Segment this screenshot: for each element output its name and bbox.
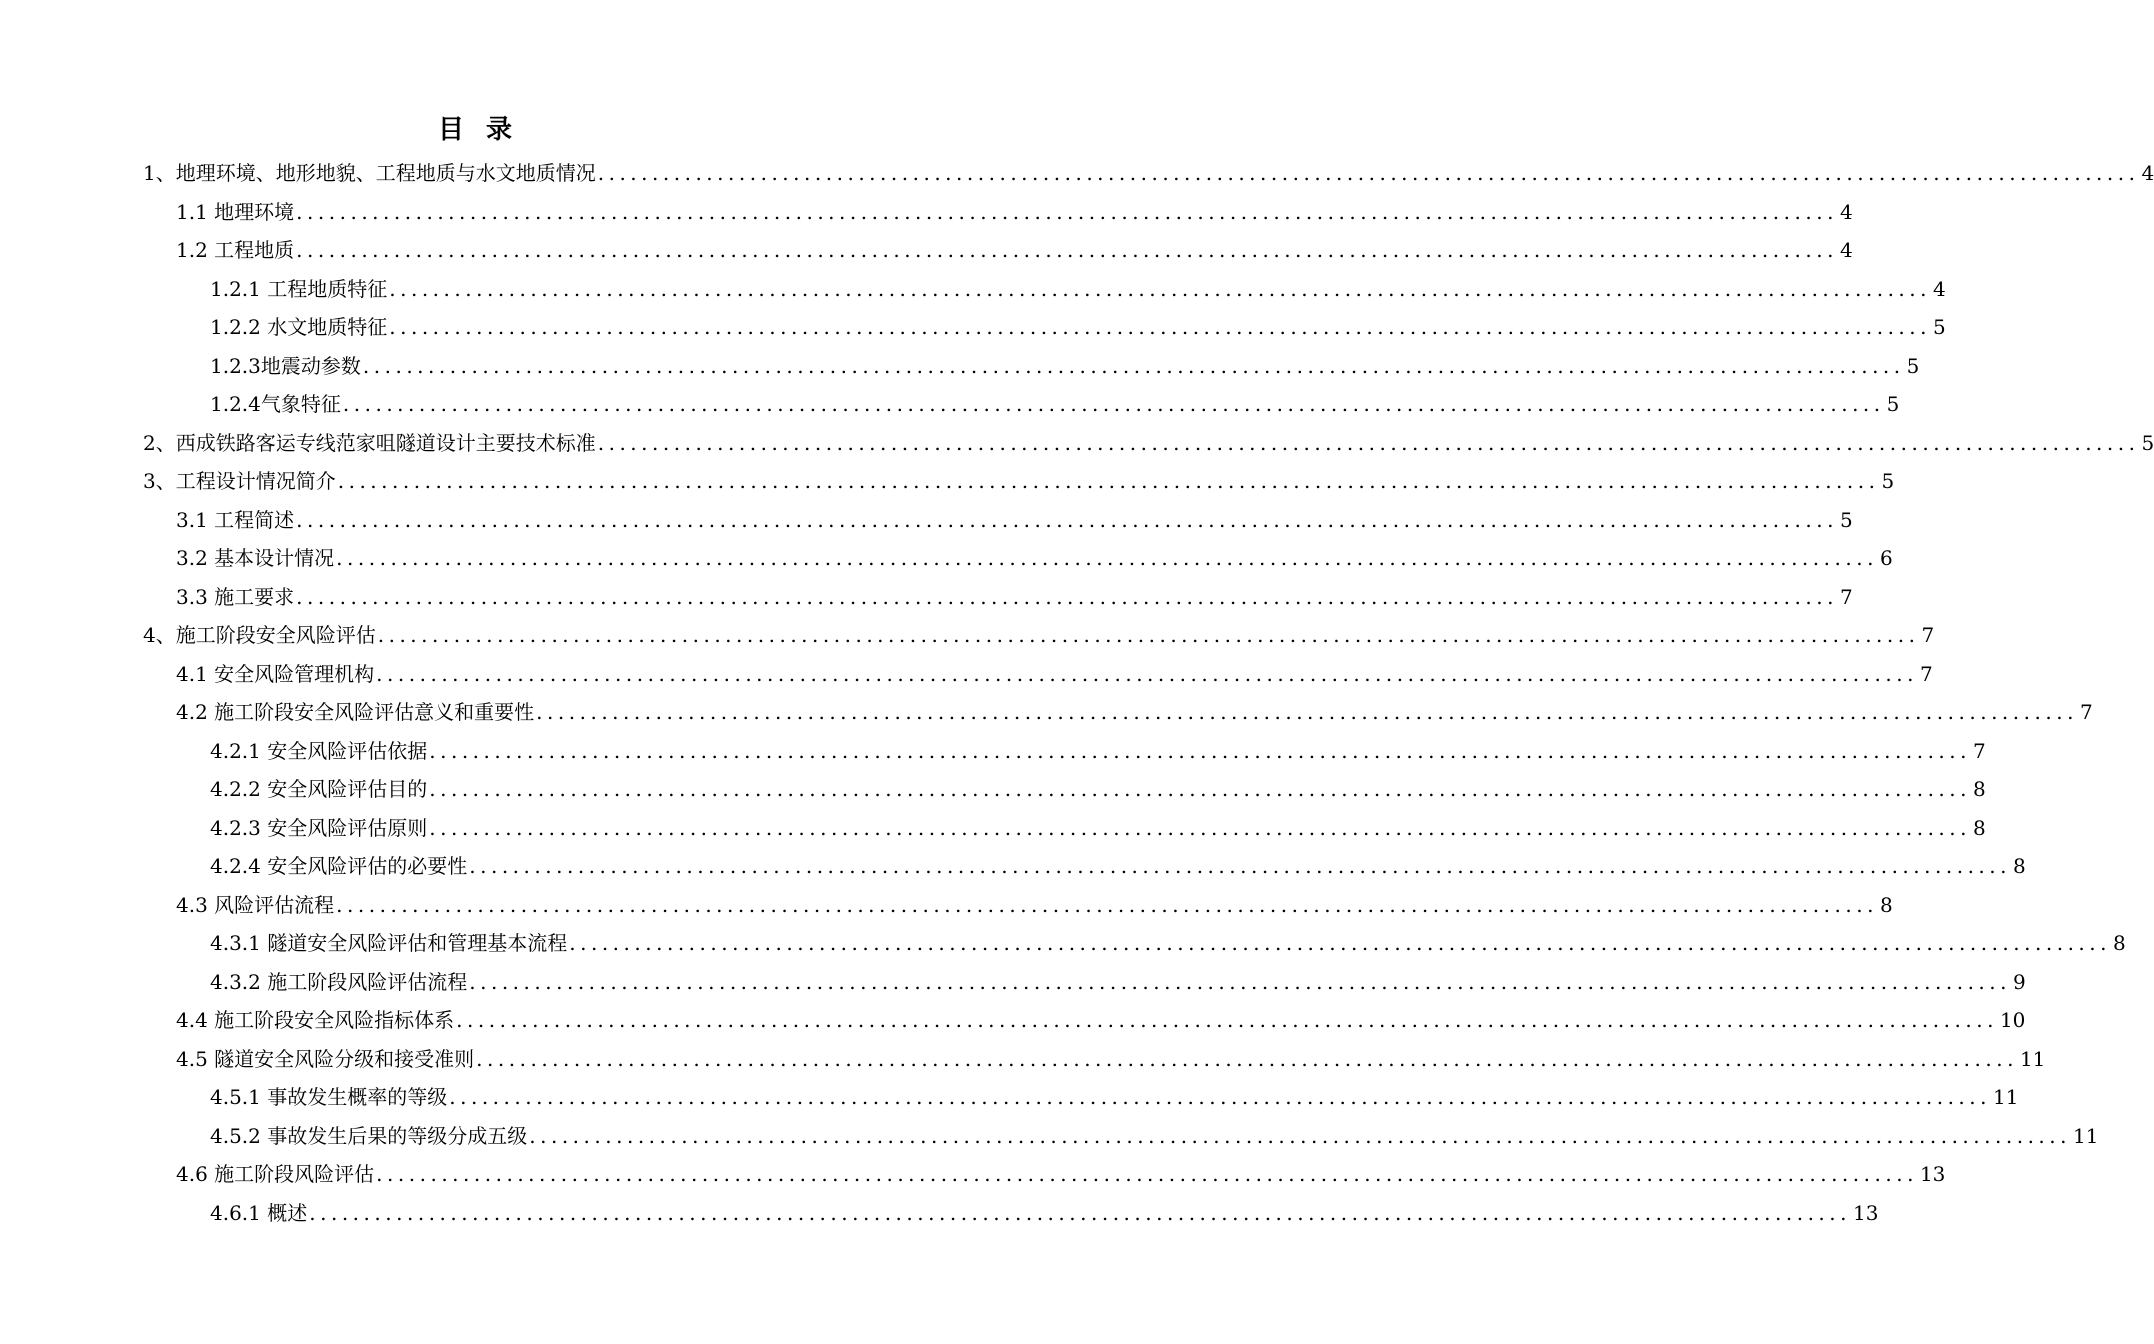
toc-dot-leader: .............................................................................................................................................. <box>337 469 1880 493</box>
toc-entry-label: 4.2 施工阶段安全风险评估意义和重要性 <box>176 700 535 724</box>
toc-entry-label: 4.3.2 施工阶段风险评估流程 <box>210 969 468 994</box>
toc-page-number: 13 <box>1919 1162 1946 1186</box>
toc-dot-leader: .............................................................................................................................................. <box>376 661 1918 686</box>
toc-entry[interactable] <box>210 925 2126 957</box>
toc-page-number: 10 <box>1999 1008 2026 1032</box>
toc-page-number: 11 <box>2073 1123 2099 1148</box>
toc-entry-label: 4.3 风险评估流程 <box>176 892 335 917</box>
toc-entry-label: 3.2 基本设计情况 <box>176 546 335 570</box>
toc-entry-label: 1.2.4气象特征 <box>210 392 341 416</box>
toc-entry[interactable] <box>176 194 1853 226</box>
toc-entry[interactable] <box>176 1156 1946 1188</box>
toc-dot-leader: .............................................................................................................................................. <box>469 969 2012 994</box>
toc-entry[interactable] <box>176 502 1853 534</box>
toc-page-number: 8 <box>1973 777 1986 801</box>
toc-entry-label: 4.3.1 隧道安全风险评估和管理基本流程 <box>210 931 568 955</box>
toc-entry[interactable] <box>176 232 1853 264</box>
toc-page-number: 8 <box>2113 931 2126 955</box>
toc-entry[interactable] <box>210 733 1986 765</box>
toc-dot-leader: .............................................................................................................................................. <box>296 584 1838 609</box>
toc-entry[interactable] <box>210 1195 1879 1227</box>
toc-entry-label: 1.2.1 工程地质特征 <box>210 276 388 301</box>
toc-entry[interactable] <box>210 848 2026 880</box>
toc-entry-label: 4.2.4 安全风险评估的必要性 <box>210 854 468 878</box>
toc-page-number: 8 <box>1879 892 1893 917</box>
toc-entry-label: 4.2.1 安全风险评估依据 <box>210 738 428 763</box>
toc-dot-leader: .............................................................................................................................................. <box>309 1200 1852 1225</box>
toc-dot-leader: .............................................................................................................................................. <box>296 507 1838 532</box>
toc-entry[interactable] <box>143 155 2154 187</box>
toc-entry-label: 1.1 地理环境 <box>176 199 295 224</box>
toc-dot-leader: .............................................................................................................................................. <box>296 199 1838 224</box>
toc-entry-label: 4.5.2 事故发生后果的等级分成五级 <box>210 1123 528 1148</box>
toc-dot-leader: .............................................................................................................................................. <box>377 623 1920 647</box>
toc-dot-leader: .............................................................................................................................................. <box>376 1162 1918 1186</box>
toc-entry[interactable] <box>176 1002 2026 1034</box>
toc-entry-label: 4.4 施工阶段安全风险指标体系 <box>176 1008 455 1032</box>
toc-entry[interactable] <box>176 656 1933 688</box>
toc-dot-leader: .............................................................................................................................................. <box>529 1123 2072 1148</box>
toc-page-number: 5 <box>1906 353 1920 378</box>
toc-dot-leader: .............................................................................................................................................. <box>362 353 1905 378</box>
toc-dot-leader: .............................................................................................................................................. <box>536 700 2078 724</box>
toc-title: 目录 <box>437 115 534 145</box>
toc-dot-leader: .............................................................................................................................................. <box>389 276 1932 301</box>
toc-entry-label: 4.2.2 安全风险评估目的 <box>210 777 428 801</box>
toc-dot-leader: .............................................................................................................................................. <box>469 854 2012 878</box>
toc-page-number: 7 <box>1973 738 1986 763</box>
toc-dot-leader: .............................................................................................................................................. <box>429 777 1972 801</box>
toc-dot-leader: .............................................................................................................................................. <box>336 546 1878 570</box>
toc-page-number: 13 <box>1853 1200 1879 1225</box>
toc-dot-leader: .............................................................................................................................................. <box>476 1046 2018 1071</box>
toc-entry[interactable] <box>210 771 1986 803</box>
toc-dot-leader: .............................................................................................................................................. <box>456 1008 1998 1032</box>
toc-page-number: 4 <box>1839 199 1853 224</box>
toc-entry-label: 4、施工阶段安全风险评估 <box>143 623 376 647</box>
toc-entry-label: 4.5 隧道安全风险分级和接受准则 <box>176 1046 475 1071</box>
toc-entry-label: 1.2 工程地质 <box>176 238 295 262</box>
toc-page-number: 7 <box>2079 700 2093 724</box>
toc-entry[interactable] <box>210 810 1986 842</box>
toc-entry[interactable] <box>143 425 2154 457</box>
toc-dot-leader: .............................................................................................................................................. <box>342 392 1885 416</box>
toc-entry[interactable] <box>210 1079 2019 1111</box>
toc-page-number: 5 <box>1881 469 1895 493</box>
toc-entry-label: 4.6 施工阶段风险评估 <box>176 1162 375 1186</box>
toc-entry[interactable] <box>210 1118 2099 1150</box>
toc-entry-label: 4.5.1 事故发生概率的等级 <box>210 1085 448 1109</box>
toc-page-number: 6 <box>1879 546 1893 570</box>
toc-entry-label: 3.1 工程简述 <box>176 507 295 532</box>
toc-page-number: 8 <box>1973 815 1986 840</box>
toc-entry[interactable] <box>176 1041 2046 1073</box>
toc-dot-leader: .............................................................................................................................................. <box>336 892 1878 917</box>
toc-page-number: 4 <box>2141 161 2154 185</box>
toc-entry[interactable] <box>143 617 1935 649</box>
toc-entry[interactable] <box>210 271 1946 303</box>
toc-entry[interactable] <box>176 579 1853 611</box>
toc-entry-label: 1.2.3地震动参数 <box>210 353 361 378</box>
toc-entry-label: 4.6.1 概述 <box>210 1200 308 1225</box>
toc-entry[interactable] <box>176 540 1893 572</box>
toc-page-number: 5 <box>1839 507 1853 532</box>
toc-page-number: 7 <box>1919 661 1933 686</box>
toc-page-number: 7 <box>1839 584 1853 609</box>
toc-dot-leader: .............................................................................................................................................. <box>296 238 1838 262</box>
toc-page-number: 4 <box>1839 238 1853 262</box>
toc-page-number: 5 <box>2141 430 2154 455</box>
toc-entry[interactable] <box>210 386 1900 418</box>
toc-entry[interactable] <box>143 463 1895 495</box>
toc-dot-leader: .............................................................................................................................................. <box>389 315 1932 339</box>
toc-entry[interactable] <box>210 348 1920 380</box>
toc-dot-leader: .............................................................................................................................................. <box>597 430 2140 455</box>
toc-entry[interactable] <box>176 694 2093 726</box>
toc-entry-label: 1、地理环境、地形地貌、工程地质与水文地质情况 <box>143 161 596 185</box>
toc-entry[interactable] <box>176 887 1893 919</box>
toc-entry[interactable] <box>210 964 2026 996</box>
toc-dot-leader: .............................................................................................................................................. <box>597 161 2140 185</box>
toc-entry-label: 4.2.3 安全风险评估原则 <box>210 815 428 840</box>
toc-dot-leader: .............................................................................................................................................. <box>569 931 2112 955</box>
toc-entry-label: 1.2.2 水文地质特征 <box>210 315 388 339</box>
toc-entry-label: 3.3 施工要求 <box>176 584 295 609</box>
toc-dot-leader: .............................................................................................................................................. <box>429 738 1972 763</box>
toc-page-number: 5 <box>1886 392 1900 416</box>
toc-entry-label: 3、工程设计情况简介 <box>143 469 336 493</box>
toc-dot-leader: .............................................................................................................................................. <box>429 815 1972 840</box>
toc-entry[interactable] <box>210 309 1946 341</box>
toc-entry-label: 4.1 安全风险管理机构 <box>176 661 375 686</box>
toc-page-number: 11 <box>2019 1046 2046 1071</box>
toc-page-number: 5 <box>1933 315 1946 339</box>
toc-page-number: 7 <box>1921 623 1935 647</box>
toc-entry-label: 2、西成铁路客运专线范家咀隧道设计主要技术标准 <box>143 430 596 455</box>
toc-page-number: 8 <box>2013 854 2026 878</box>
toc-page-number: 4 <box>1933 276 1946 301</box>
toc-dot-leader: .............................................................................................................................................. <box>449 1085 1992 1109</box>
toc-page-number: 9 <box>2013 969 2026 994</box>
toc-page-number: 11 <box>1993 1085 2019 1109</box>
